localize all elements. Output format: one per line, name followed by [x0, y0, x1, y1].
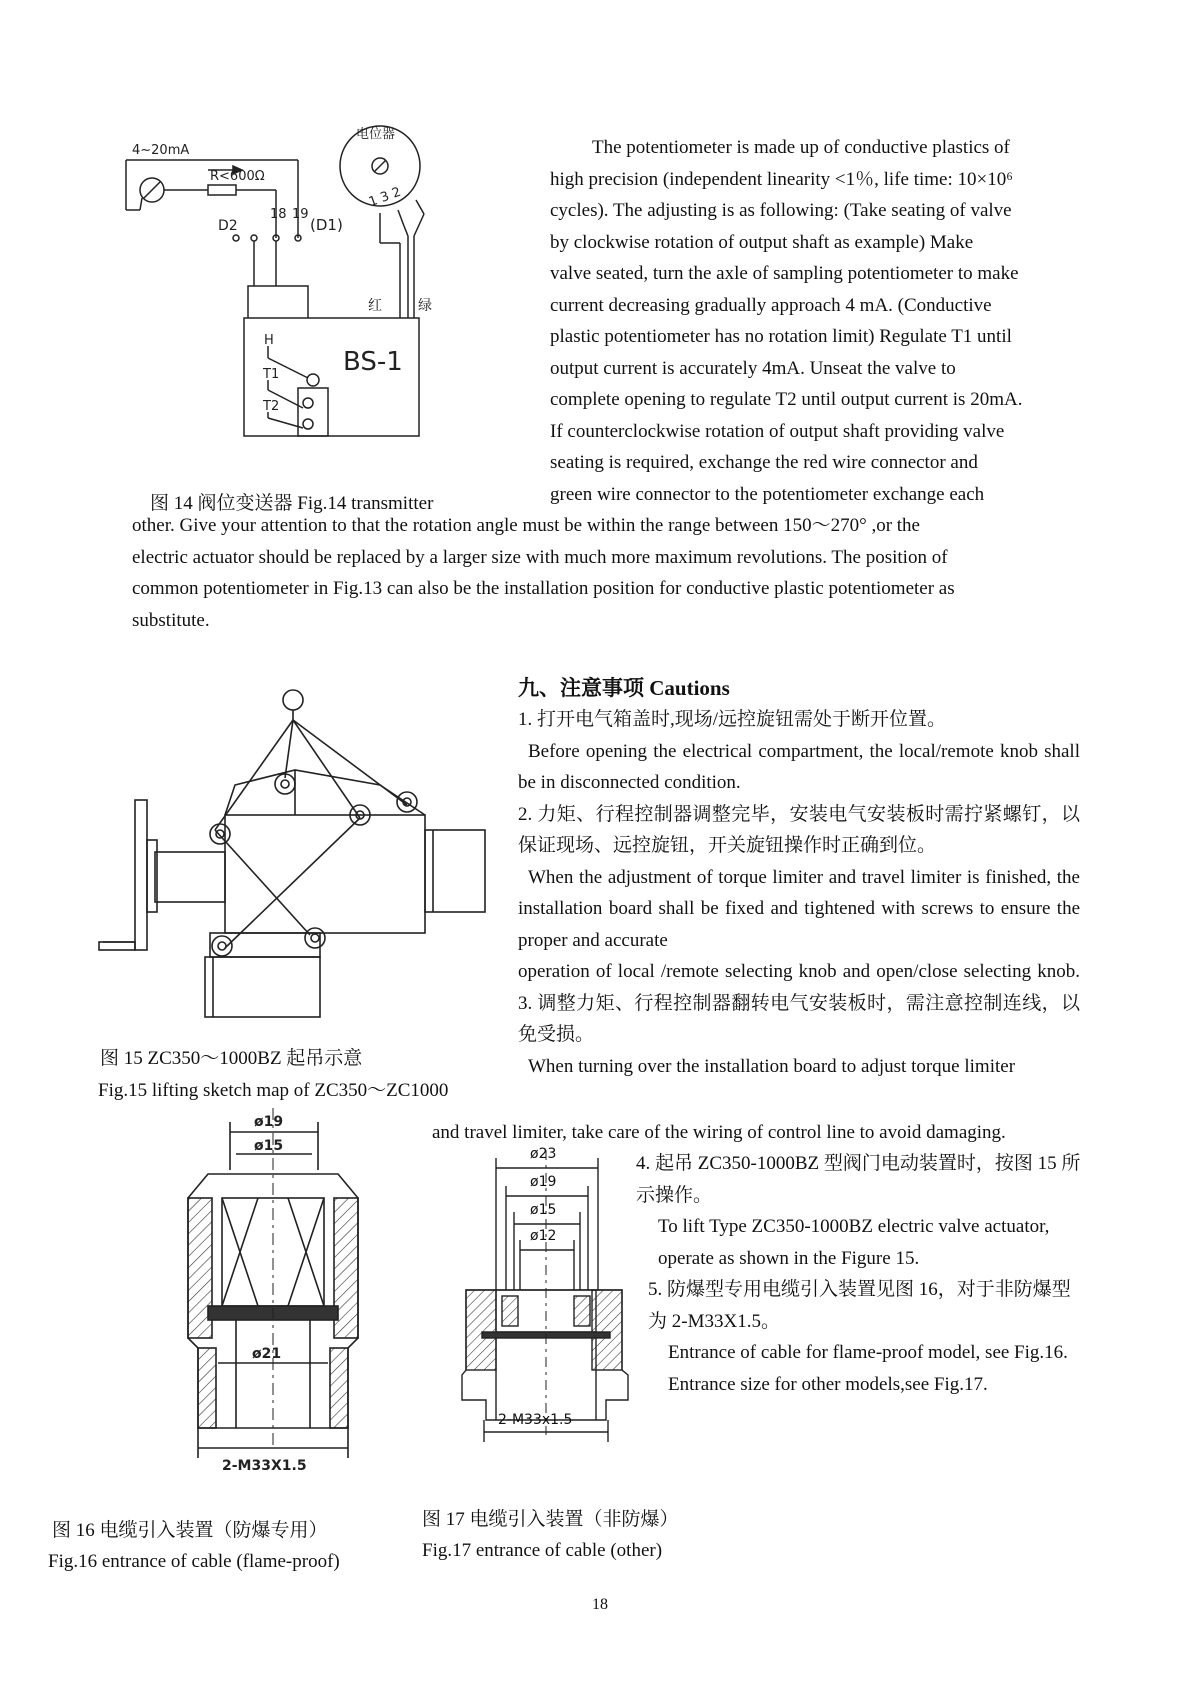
fig16-dim-19: ø19 — [254, 1114, 284, 1130]
text-pot-line: output current is accurately 4mA. Unseat the valve to — [550, 357, 956, 379]
fig14-label-pot: 电位器 — [356, 127, 396, 142]
caution-3-en-b: and travel limiter, take care of the wiring of control line to avoid damaging. — [432, 1122, 1006, 1143]
text-pot-full — [132, 510, 1092, 636]
caution-5-cn: 5. 防爆型专用电缆引入装置见图 16，对于非防爆型为 2-M33X1.5。 — [648, 1279, 1071, 1332]
fig17-dim-23: ø23 — [530, 1146, 557, 1162]
fig17-dim-19: ø19 — [530, 1174, 557, 1190]
caution-2-en-a: When the adjustment of torque limiter and travel limiter is finished, the installation board shall be fixed and tightened with screws to ensure the proper and accurate — [518, 866, 1080, 951]
text-pot-line: common potentiometer in Fig.13 can also be the installation position for conductive plastic potentiometer as — [132, 578, 955, 599]
caution-4-cn: 4. 起吊 ZC350-1000BZ 型阀门电动装置时，按图 15 所示操作。 — [636, 1153, 1081, 1206]
fig14-label-h: H — [264, 333, 274, 348]
fig17-dim-15: ø15 — [530, 1202, 557, 1218]
text-pot-line: If counterclockwise rotation of output shaft providing valve — [550, 420, 1005, 442]
fig14-label-d1: (D1) — [310, 216, 343, 234]
fig14-label-19: 19 — [292, 207, 309, 222]
caution-2-cn: 2. 力矩、行程控制器调整完毕，安装电气安装板时需拧紧螺钉，以保证现场、远控旋钮，开关旋钮操作时正确到位。 — [518, 803, 1080, 856]
caution-5-en: Entrance of cable for flame-proof model, see Fig.16. Entrance size for other models,see Fig.17. — [668, 1342, 1068, 1395]
page-number: 18 — [592, 1596, 608, 1613]
cautions-title: 九、注意事项 Cautions — [518, 676, 730, 700]
fig14-label-pot-terms: 1 3 2 — [366, 184, 404, 211]
fig15-caption-en: Fig.15 lifting sketch map of ZC350～ZC1000 — [98, 1080, 449, 1101]
text-pot-line: current decreasing gradually approach 4 mA. (Conductive — [550, 294, 992, 316]
fig16-diagram — [178, 1108, 368, 1478]
fig17-caption-en: Fig.17 entrance of cable (other) — [422, 1540, 663, 1561]
text-pot-line: The potentiometer is made up of conductive plastics of — [592, 137, 1010, 158]
text-pot-line: high precision (independent linearity <1％, life time: 10×10⁶ — [550, 168, 1013, 190]
fig14-label-current: 4~20mA — [132, 143, 190, 158]
text-pot-line: other. Give your attention to that the rotation angle must be within the range between 150～270° ,or the — [132, 515, 920, 536]
fig14-label-t2: T2 — [263, 399, 280, 414]
fig14-label-red: 红 — [368, 298, 382, 314]
caution-1-cn: 1. 打开电气箱盖时,现场/远控旋钮需处于断开位置。 — [518, 709, 947, 730]
fig16-dim-15: ø15 — [254, 1138, 284, 1154]
fig14-label-resistor: R<600Ω — [210, 169, 265, 184]
text-pot-line: complete opening to regulate T2 until output current is 20mA. — [550, 389, 1023, 410]
text-pot-line: cycles). The adjusting is as following: (Take seating of valve — [550, 200, 1012, 221]
text-pot-wrapped — [550, 132, 1090, 510]
text-pot-line: valve seated, turn the axle of sampling potentiometer to make — [550, 263, 1019, 284]
fig14-caption: 图 14 阀位变送器 Fig.14 transmitter — [150, 493, 434, 514]
text-pot-line: by clockwise rotation of output shaft as example) Make — [550, 231, 974, 253]
text-pot-line: green wire connector to the potentiometer exchange each — [550, 483, 985, 505]
caution-1-en: Before opening the electrical compartment, the local/remote knob shall be in disconnected condition. — [518, 740, 1080, 793]
caution-3-cn: 3. 调整力矩、行程控制器翻转电气安装板时，需注意控制连线，以免受损。 — [518, 992, 1080, 1045]
text-pot-line: seating is required, exchange the red wire connector and — [550, 452, 978, 473]
fig15-diagram — [95, 680, 495, 1030]
caution-4-en: To lift Type ZC350-1000BZ electric valve actuator, operate as shown in the Figure 15. — [658, 1216, 1050, 1269]
fig15-caption-cn: 图 15 ZC350～1000BZ 起吊示意 — [100, 1048, 363, 1069]
text-pot-line: plastic potentiometer has no rotation limit) Regulate T1 until — [550, 326, 1012, 347]
fig16-dim-21: ø21 — [252, 1346, 282, 1362]
caution-4-5 — [636, 1148, 1088, 1400]
fig16-dim-thread: 2-M33X1.5 — [222, 1458, 307, 1474]
fig14-label-model: BS-1 — [343, 347, 403, 377]
caution-3-en-a: When turning over the installation board to adjust torque limiter — [528, 1055, 1016, 1077]
fig16-caption-cn: 图 16 电缆引入装置（防爆专用） — [52, 1520, 328, 1541]
caution-1 — [518, 704, 1080, 1082]
text-pot-line: electric actuator should be replaced by a larger size with much more maximum revolutions. The position of — [132, 546, 948, 568]
fig16-caption-en: Fig.16 entrance of cable (flame-proof) — [48, 1551, 340, 1572]
fig14-label-green: 绿 — [418, 298, 432, 314]
fig14-diagram — [118, 118, 488, 493]
fig14-label-d2: D2 — [218, 218, 238, 234]
fig17-diagram — [456, 1146, 631, 1445]
fig14-label-18: 18 — [270, 207, 287, 222]
fig17-caption-cn: 图 17 电缆引入装置（非防爆） — [422, 1509, 679, 1530]
fig14-label-t1: T1 — [263, 367, 280, 382]
fig17-dim-thread: 2-M33x1.5 — [498, 1412, 573, 1428]
text-pot-line: substitute. — [132, 609, 210, 631]
fig17-dim-12: ø12 — [530, 1228, 557, 1244]
caution-2-en-b: operation of local /remote selecting knob and open/close selecting knob. — [518, 961, 1080, 982]
